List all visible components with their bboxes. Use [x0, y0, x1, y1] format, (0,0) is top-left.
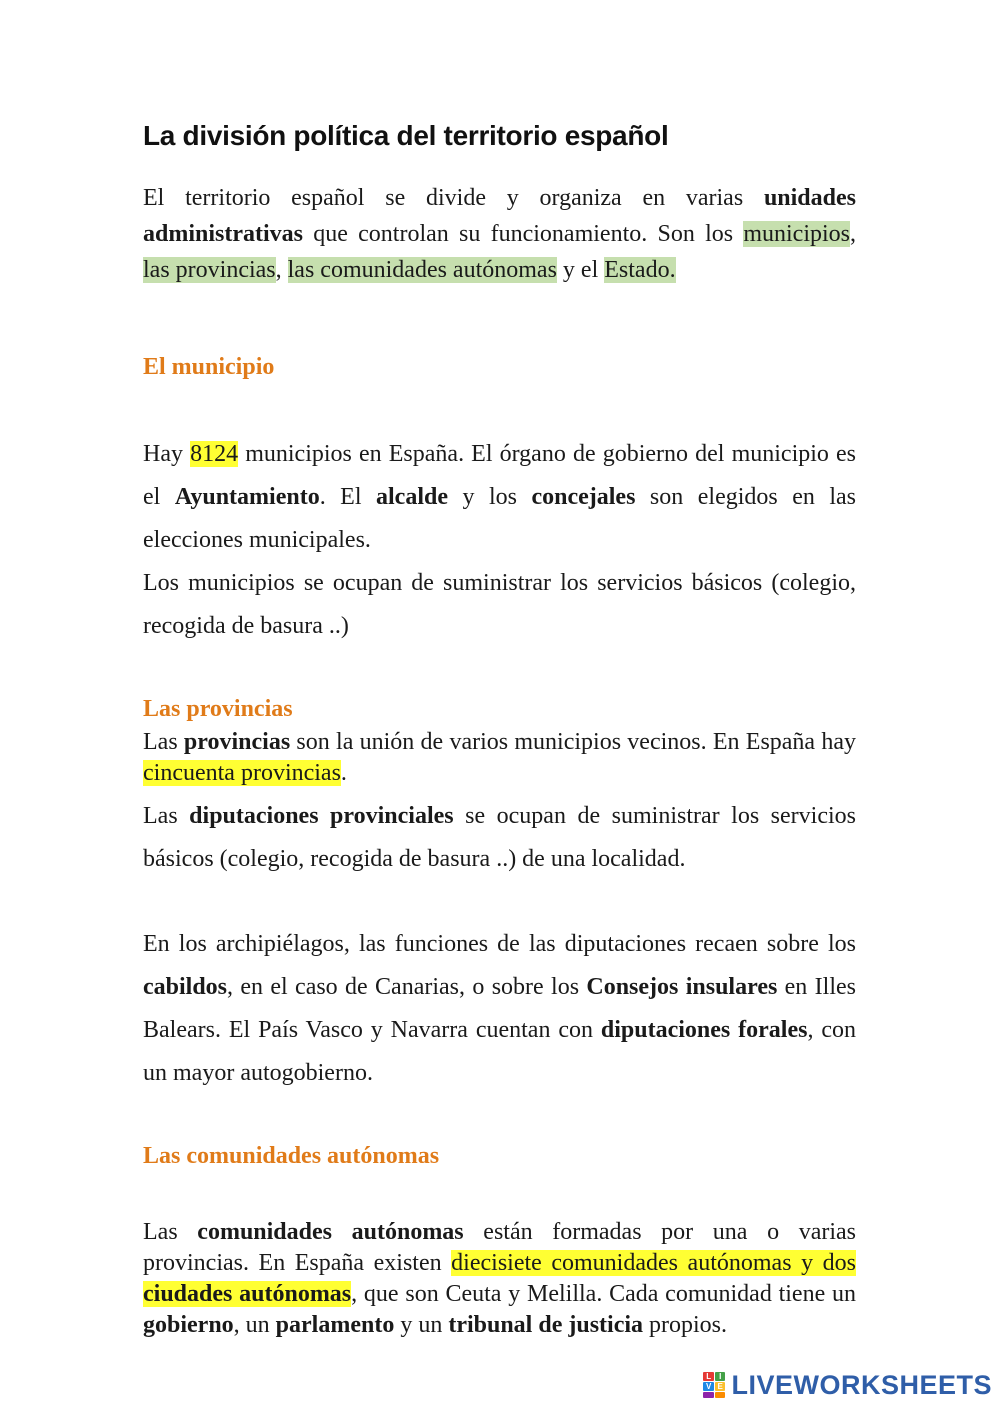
highlight-comunidades: las comunidades autónomas: [287, 257, 557, 283]
highlight-municipios: municipios: [743, 221, 850, 247]
municipio-paragraph-1: Hay 8124 municipios en España. El órgano de gobierno del municipio es el Ayuntamiento. El alcalde y los concejales son elegidos en las elecciones municipales.: [143, 441, 857, 553]
highlight-estado: Estado.: [604, 257, 676, 283]
logo-badge-cell: [715, 1392, 726, 1398]
logo-badge-cell: V: [703, 1382, 714, 1391]
logo-badge-cell: I: [715, 1372, 726, 1381]
logo-badge-cell: L: [703, 1372, 714, 1381]
municipio-paragraph-2: Los municipios se ocupan de suministrar los servicios básicos (colegio, recogida de basura ..): [143, 570, 856, 639]
highlight-ciudades-autonomas: ciudades autónomas: [143, 1281, 352, 1307]
intro-paragraph: El territorio español se divide y organiza en varias unidades administrativas que controlan su funcionamiento. Son los municipios, las provincias, las comunidades autónomas y el Estado.: [143, 185, 856, 283]
logo-badge-cell: [703, 1392, 714, 1398]
comunidades-paragraph-1: Las comunidades autónomas están formadas por una o varias provincias. En España existen diecisiete comunidades autónomas y dos ciudades autónomas, que son Ceuta y Melilla. Cada comunidad tiene un gobierno, un parlamento y un tribunal de justicia propios.: [143, 1219, 857, 1338]
provincias-paragraph-3: En los archipiélagos, las funciones de las diputaciones recaen sobre los cabildos, en el caso de Canarias, o sobre los Consejos insulares en Illes Balears. El País Vasco y Navarra cuentan con diputaciones forales, con un mayor autogobierno.: [143, 931, 856, 1086]
highlight-diecisiete: diecisiete comunidades autónomas y dos: [451, 1250, 856, 1276]
highlight-cincuenta-provincias: cincuenta provincias: [143, 760, 341, 786]
highlight-provincias: las provincias: [143, 257, 276, 283]
logo-badge-cell: E: [715, 1382, 726, 1391]
heading-municipio: El municipio: [143, 354, 275, 380]
provincias-paragraph-2: Las diputaciones provinciales se ocupan de suministrar los servicios básicos (colegio, recogida de basura ..) de una localidad.: [143, 803, 856, 872]
liveworksheets-logo[interactable]: [703, 1365, 992, 1405]
heading-comunidades: Las comunidades autónomas: [143, 1143, 440, 1169]
page-title: La división política del territorio español: [143, 120, 669, 151]
logo-text: LIVEWORKSHEETS: [731, 1369, 992, 1400]
logo-badge-icon: [703, 1372, 725, 1398]
highlight-8124: 8124: [190, 441, 239, 467]
provincias-paragraph-1: Las provincias son la unión de varios municipios vecinos. En España hay cincuenta provincias.: [143, 729, 856, 786]
heading-provincias: Las provincias: [143, 696, 293, 722]
